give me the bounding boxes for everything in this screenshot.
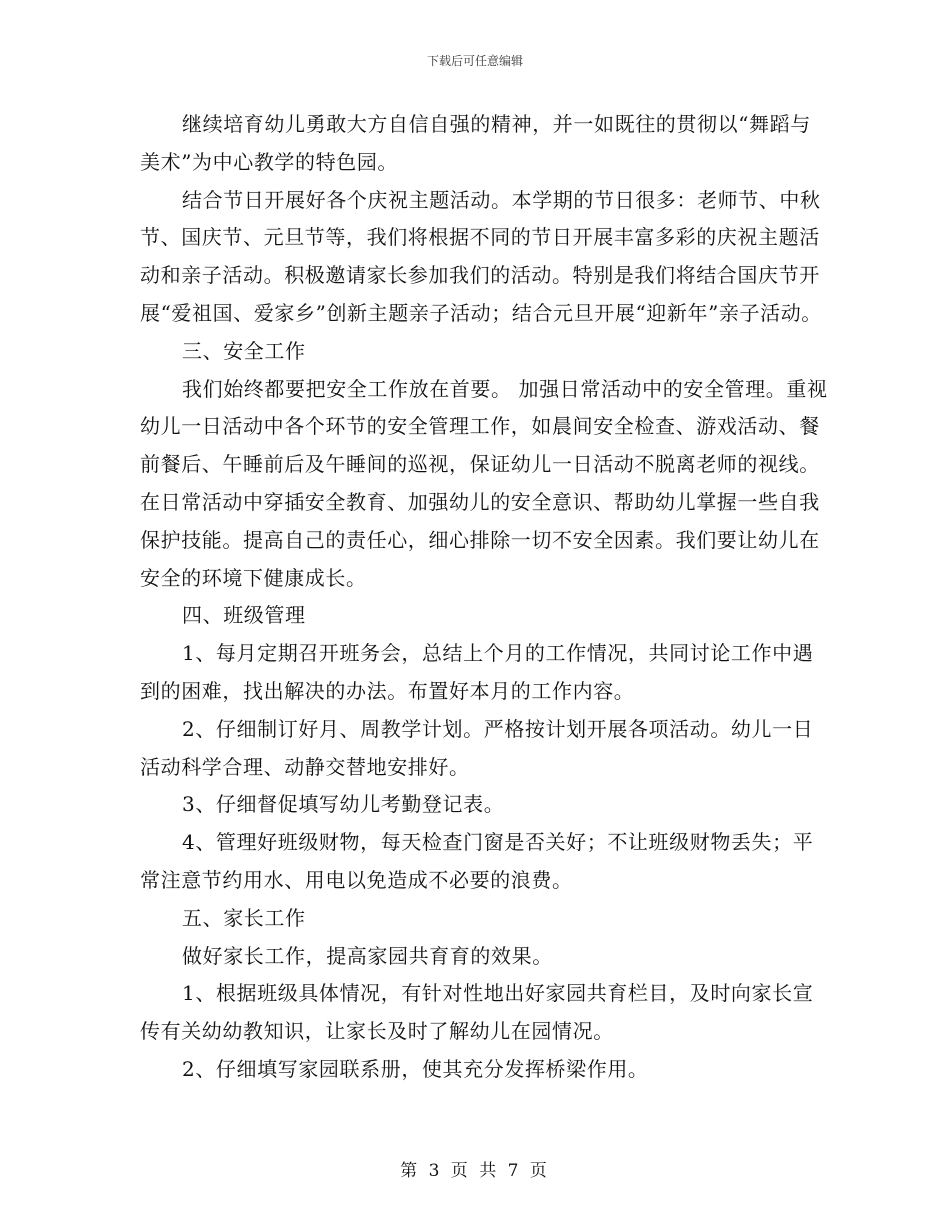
page-number: 第 3 页 共 7 页	[400, 1161, 550, 1181]
section-heading: 五、家长工作	[182, 905, 306, 930]
list-item: 2、仔细填写家园联系册，使其充分发挥桥梁作用。	[182, 1056, 649, 1081]
section-heading: 四、班级管理	[182, 603, 306, 628]
paragraph: 继续培育幼儿勇敢大方自信自强的精神，并一如既往的贯彻以“舞蹈与美术”为中心教学的特色园。	[140, 112, 811, 174]
section-heading: 三、安全工作	[182, 338, 306, 363]
document-body	[140, 106, 830, 1089]
page-header: 下载后可任意编辑	[426, 54, 523, 68]
list-item: 1、每月定期召开班务会，总结上个月的工作情况，共同讨论工作中遇到的困难，找出解决的办法。布置好本月的工作内容。	[140, 641, 814, 703]
paragraph: 结合节日开展好各个庆祝主题活动。本学期的节日很多：老师节、中秋节、国庆节、元旦节等，我们将根据不同的节日开展丰富多彩的庆祝主题活动和亲子活动。积极邀请家长参加我们的活动。特别是我们将结合国庆节开展“爱祖国、爱家乡”创新主题亲子活动；结合元旦开展“迎新年”亲子活动。	[140, 187, 822, 325]
list-item: 1、根据班级具体情况，有针对性地出好家园共育栏目，及时向家长宣传有关幼幼教知识，让家长及时了解幼儿在园情况。	[140, 981, 814, 1044]
list-item: 3、仔细督促填写幼儿考勤登记表。	[182, 792, 505, 817]
list-item: 2、仔细制订好月、周教学计划。严格按计划开展各项活动。幼儿一日活动科学合理、动静交替地安排好。	[140, 716, 814, 779]
paragraph: 做好家长工作，提高家园共育育的效果。	[182, 943, 553, 968]
list-item: 4、管理好班级财物，每天检查门窗是否关好；不让班级财物丢失；平常注意节约用水、用电以免造成不必要的浪费。	[140, 830, 814, 892]
paragraph: 我们始终都要把安全工作放在首要。 加强日常活动中的安全管理。重视幼儿一日活动中各个环节的安全管理工作，如晨间安全检查、游戏活动、餐前餐后、午睡前后及午睡间的巡视，保证幼儿一日活动不脱离老师的视线。在日常活动中穿插安全教育、加强幼儿的安全意识、帮助幼儿掌握一些自我保护技能。提高自己的责任心，细心排除一切不安全因素。我们要让幼儿在安全的环境下健康成长。	[140, 376, 828, 590]
